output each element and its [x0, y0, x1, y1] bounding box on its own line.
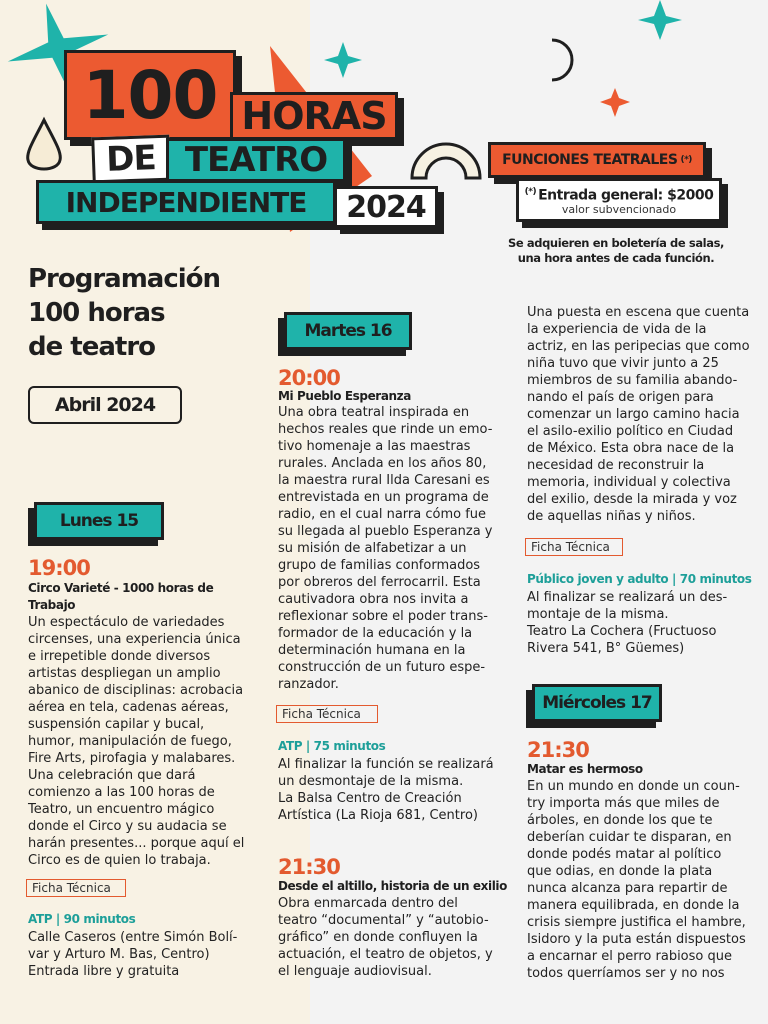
event-title: Matar es hermoso	[527, 762, 643, 776]
funciones-banner	[488, 142, 706, 178]
event-description: Un espectáculo de variedades circenses, una experiencia única e irrepetible donde diversos artistas despliegan un amplio abanico de disciplinas: acrobacia aérea en tela, cadenas aéreas, suspensión capilar y bucal, humor, manipulación de fuego, Fire Arts, pirofagia y malabares. Una celebración que dará comienzo a las 100 horas de Teatro, un encuentro mágico donde el Circo y su audacia se harán presentes... porque aquí el Circo es de quien lo trabaja.	[28, 615, 245, 868]
teal-star-icon	[638, 0, 682, 40]
arch-shape	[412, 144, 480, 178]
event-description: En un mundo en donde un coun- try importa más que miles de árboles, en donde los que te deberían cuidar te disparan, en donde podés matar al político que odias, en donde la plata nunca alcanza para repartir de manera equilibrada, en donde la crisis siempre justifica el hambre, Isidoro y la puta están dispuestos a encarnar el perro rabioso que todos querríamos ser y no nos	[527, 779, 746, 981]
event-meta: Público joven y adulto | 70 minutos	[527, 572, 752, 586]
event-description: Una obra teatral inspirada en hechos reales que rinde un emo- tivo homenaje a las maestras rurales. Anclada en los años 80, la maestra rural Ilda Caresani es entrevistada en un programa de radio, en el cual narra cómo fue su llegada al pueblo Esperanza y su misión de alfabetizar a un grupo de familias conformados por obreros del ferrocarril. Esta cautivadora obra nos invita a reflexionar sobre el poder trans- formador de la educación y la determinación humana en la construcción de un futuro espe- ranzador.	[278, 405, 493, 692]
event-time: 21:30	[278, 855, 340, 879]
event-time: 19:00	[28, 556, 90, 580]
entrada-mark: (*)	[524, 186, 537, 197]
day-lunes: Lunes 15	[34, 502, 164, 540]
event-meta: ATP | 90 minutos	[28, 912, 136, 926]
logo-teatro: TEATRO	[166, 138, 346, 182]
event-title: Desde el altillo, historia de un exilio	[278, 879, 507, 893]
drop-icon	[28, 120, 61, 169]
boleteria-note: Se adquieren en boletería de salas, una hora antes de cada función.	[508, 236, 724, 265]
entrada-box	[516, 178, 722, 222]
event-time: 20:00	[278, 366, 340, 390]
event-venue: Al finalizar se realizará un des- montaje de la misma. Teatro La Cochera (Fructuoso Rivera 541, B° Güemes)	[527, 590, 728, 656]
moon-icon	[552, 40, 572, 80]
logo-horas: HORAS	[230, 92, 398, 140]
ficha-tecnica-link[interactable]: Ficha Técnica	[525, 538, 623, 556]
event-title: Mi Pueblo Esperanza	[278, 389, 411, 403]
month-badge: Abril 2024	[28, 386, 182, 424]
logo-100: 100	[64, 50, 236, 140]
teal-star-icon	[324, 42, 362, 78]
event-venue: Calle Caseros (entre Simón Bolí- var y Arturo M. Bas, Centro) Entrada libre y gratuita	[28, 930, 238, 979]
day-miercoles: Miércoles 17	[532, 684, 662, 722]
event-venue: Al finalizar la función se realizará un desmontaje de la misma. La Balsa Centro de Creación Artística (La Rioja 681, Centro)	[278, 757, 494, 823]
entrada-price: Entrada general: $2000	[538, 187, 714, 204]
ficha-tecnica-link[interactable]: Ficha Técnica	[276, 705, 378, 723]
logo-year: 2024	[334, 186, 438, 228]
funciones-mark: (*)	[680, 155, 692, 165]
event-description-continued: Una puesta en escena que cuenta la experiencia de vida de la actriz, en las peripecias que como niña tuvo que vivir junto a 25 miembros de su familia abando- nando el país de origen para comenzar un largo camino hacia el asilo-exilio político en Ciudad de México. Esta obra nace de la necesidad de reconstruir la memoria, individual y colectiva del exilio, desde la mirada y voz de aquellas niñas y niños.	[527, 305, 750, 524]
orange-star-icon	[600, 88, 630, 117]
event-title: Circo Varieté - 1000 horas de Trabajo	[28, 581, 214, 612]
funciones-label: FUNCIONES TEATRALES	[502, 152, 678, 168]
event-description: Obra enmarcada dentro del teatro “documental” y “autobio- gráfico” en donde confluyen la actuación, el teatro de objetos, y el lenguaje audiovisual.	[278, 896, 493, 979]
ficha-tecnica-link[interactable]: Ficha Técnica	[26, 879, 126, 897]
logo-de: DE	[91, 135, 171, 184]
event-meta: ATP | 75 minutos	[278, 739, 386, 753]
day-martes: Martes 16	[284, 312, 412, 350]
subvencionado-text: valor subvencionado	[561, 203, 677, 217]
event-time: 21:30	[527, 738, 589, 762]
page-title: Programación 100 horas de teatro	[28, 264, 221, 362]
logo-independiente: INDEPENDIENTE	[36, 180, 336, 224]
